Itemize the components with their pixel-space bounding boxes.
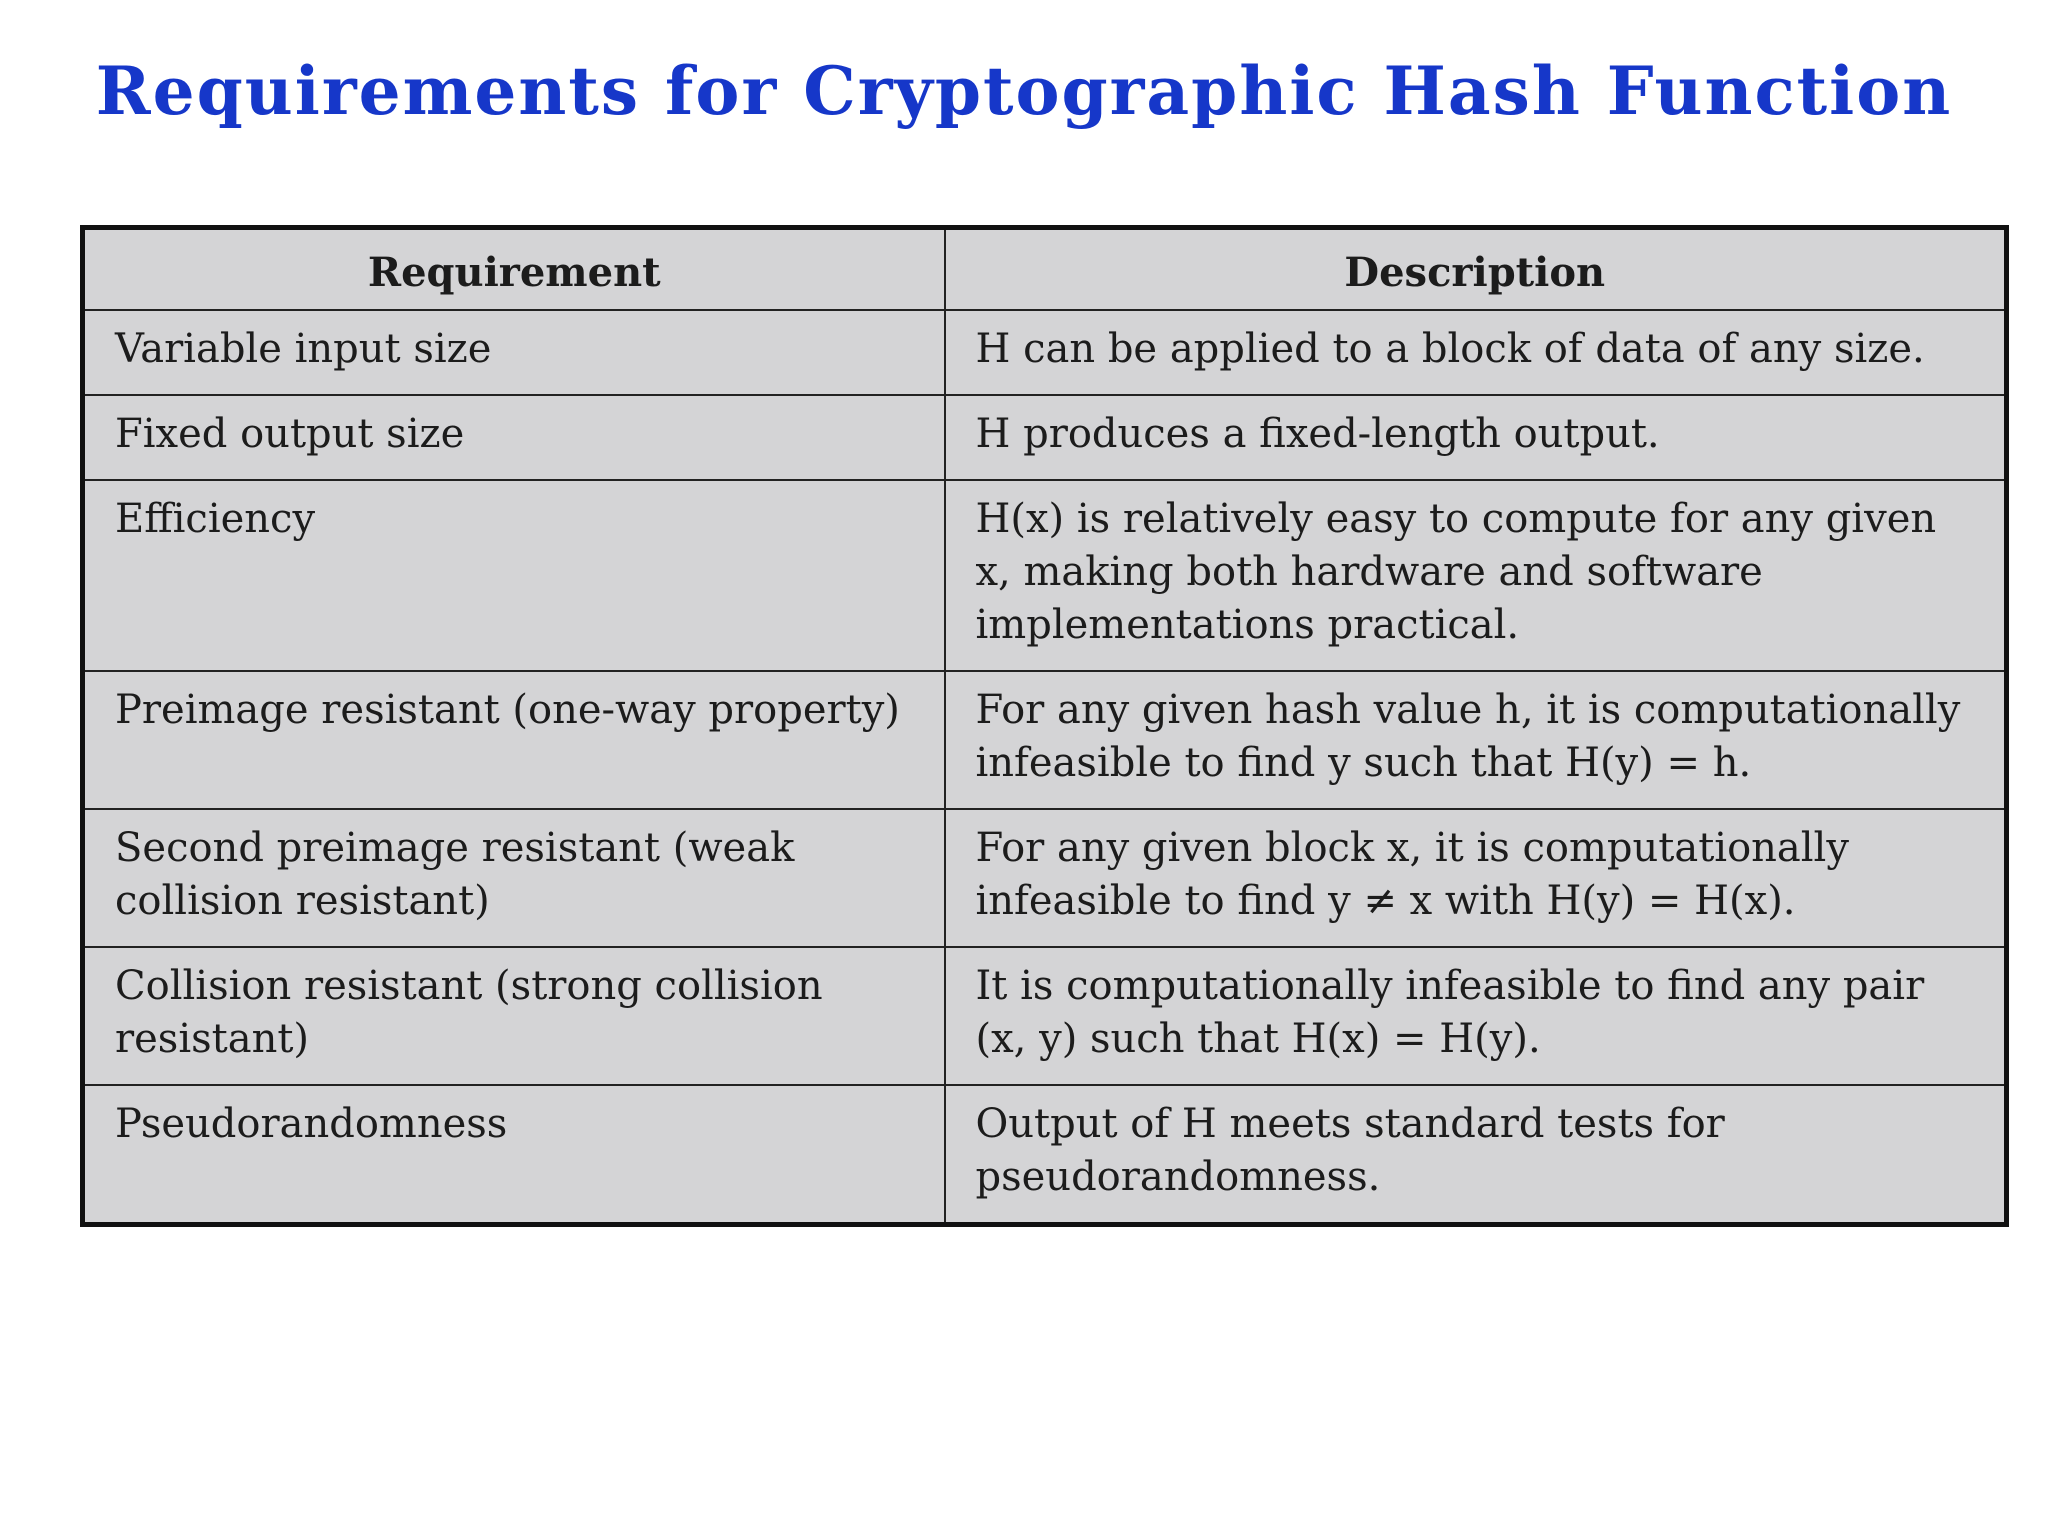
requirement-cell: Efficiency xyxy=(83,480,945,671)
requirements-table xyxy=(80,225,2009,1227)
requirement-cell: Collision resistant (strong collision resistant) xyxy=(83,947,945,1085)
table-row xyxy=(83,480,2007,671)
header-requirement: Requirement xyxy=(83,228,945,310)
description-cell: It is computationally infeasible to find any pair (x, y) such that H(x) = H(y). xyxy=(945,947,2007,1085)
description-cell: H can be applied to a block of data of any size. xyxy=(945,310,2007,395)
description-cell: Output of H meets standard tests for pseudorandomness. xyxy=(945,1085,2007,1225)
table-row xyxy=(83,809,2007,947)
description-cell: For any given block x, it is computationally infeasible to find y ≠ x with H(y) = H(x). xyxy=(945,809,2007,947)
requirement-cell: Fixed output size xyxy=(83,395,945,480)
description-cell: For any given hash value h, it is computationally infeasible to find y such that H(y) = h. xyxy=(945,671,2007,809)
header-description: Description xyxy=(945,228,2007,310)
table-row xyxy=(83,310,2007,395)
table-row xyxy=(83,671,2007,809)
table-header-row xyxy=(83,228,2007,310)
description-cell: H produces a fixed-length output. xyxy=(945,395,2007,480)
description-cell: H(x) is relatively easy to compute for any given x, making both hardware and software implementations practical. xyxy=(945,480,2007,671)
slide-title: Requirements for Cryptographic Hash Function xyxy=(95,52,1953,130)
requirement-cell: Pseudorandomness xyxy=(83,1085,945,1225)
requirement-cell: Variable input size xyxy=(83,310,945,395)
table-row xyxy=(83,1085,2007,1225)
requirement-cell: Preimage resistant (one-way property) xyxy=(83,671,945,809)
requirement-cell: Second preimage resistant (weak collision resistant) xyxy=(83,809,945,947)
table-row xyxy=(83,395,2007,480)
table-row xyxy=(83,947,2007,1085)
